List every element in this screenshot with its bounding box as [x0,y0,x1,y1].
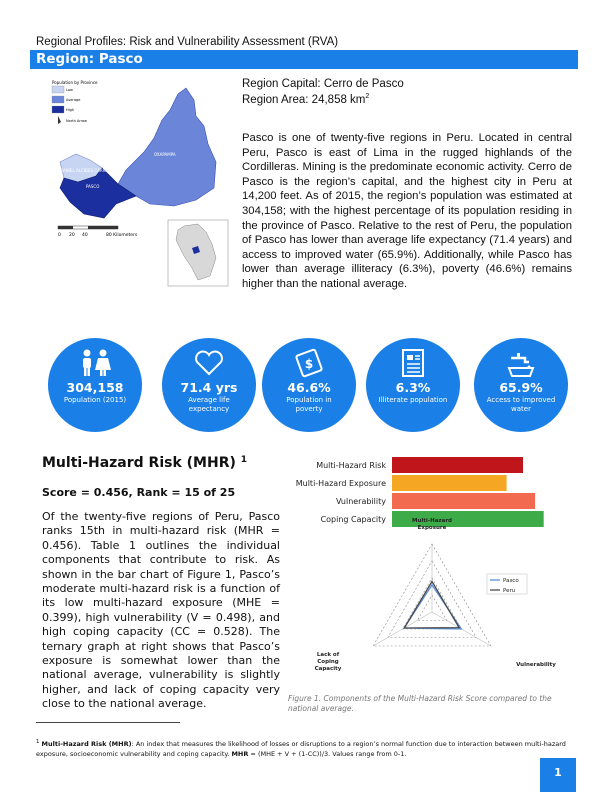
stat-value: 304,158 [66,380,124,395]
money-icon [291,348,327,378]
radar-axis-label: Exposure [417,525,447,531]
radar-axis-label: Capacity [314,666,342,672]
radar-axis-label: Lack of [316,652,340,658]
score-line: Score = 0.456, Rank = 15 of 25 [42,486,236,499]
header-title: Regional Profiles: Risk and Vulnerability Assessment (RVA) [36,36,339,48]
heart-icon [191,348,227,378]
province-label-daniel-alcides-carrion: DANIEL ALCIDES CARRION [60,168,113,173]
region-title: Region: Pasco [36,51,143,67]
legend-label-low: Low [66,88,73,92]
scale-tick-40: 40 [82,233,88,238]
radar-legend-label: Pasco [503,578,519,584]
figure-1-charts [282,452,582,692]
scale-tick-20: 20 [69,233,75,238]
bar-label: Multi-Hazard Risk [316,461,386,470]
radar-series-peru [404,581,459,628]
bar-multi-hazard-risk [392,457,523,473]
north-arrow-icon [58,116,61,124]
stat-label: Average life expectancy [188,396,230,413]
province-label-oxapampa: OXAPAMPA [154,152,176,157]
stat-water [474,338,568,432]
radar-axis-label: Coping [317,659,339,665]
document-icon [395,348,431,378]
stat-population [48,338,142,432]
bar-label: Vulnerability [335,497,386,506]
bar-vulnerability [392,493,535,509]
mhr-paragraph: Of the twenty-five regions of Peru, Pasco ranks 15th in multi-hazard risk (MHR = 0.456). Table 1 outlines the individual components that contribute to risk. As shown in the bar chart of Figure 1, Pasco’s moderate multi-hazard risk is a function of its low multi-hazard exposure (MHE = 0.399), high vulnerability (V = 0.498), and high coping capacity (CC = 0.528). The ternary graph at right shows that Pasco’s exposure is somewhat lower than the national average, vulnerability is slightly higher, and lack of coping capacity very close to the national average. [42,510,280,711]
page-number: 1 [554,766,562,779]
north-arrow-label: North Arrow [66,119,88,123]
region-capital: Region Capital: Cerro de Pasco [242,78,404,90]
scale-tick-80: 80 Kilometers [106,233,138,238]
figure-caption: Figure 1. Components of the Multi-Hazard Risk Score compared to the national average. [288,694,552,713]
stat-poverty [262,338,356,432]
legend-swatch-average [52,96,64,103]
legend-swatch-low [52,86,64,93]
stat-value: 6.3% [395,380,431,395]
scale-tick-0: 0 [58,233,61,238]
faucet-icon [503,348,539,378]
region-area: Region Area: 24,858 $km^2$ [242,93,370,106]
stat-value: 71.4 yrs [180,380,238,395]
stat-life-expectancy [162,338,256,432]
mhr-heading: Multi-Hazard Risk (MHR) $^1$ [42,455,248,471]
stat-value: 65.9% [499,380,543,395]
bar-multi-hazard-exposure [392,475,507,491]
footnote-divider [36,722,180,723]
intro-paragraph: Pasco is one of twenty-five regions in Peru. Located in central Peru, Pasco is east of Lima in the rugged highlands of the Cordilleras. Mining is the predominate economic activity. Cerro de Pasco is the region’s capital, and the highest city in Peru at 14,200 feet. As of 2015, the region’s population was estimated at 304,158; with the highest percentage of its population residing in the province of Pasco. Relative to the rest of Peru, the population of Pasco has lower than average life expectancy (71.4 years) and access to improved water (65.9%). Additionally, while Pasco has lower than average illiteracy (6.3%), poverty (46.6%) remains higher than the national average. [242,132,572,290]
radar-series-pasco [404,585,461,629]
province-oxapampa [118,88,216,206]
stat-label: Illiterate population [378,396,448,404]
stat-label: Access to improved water [486,396,556,413]
svg-text:$: $ [304,357,314,371]
stat-label: Population (2015) [63,396,127,404]
region-map [46,80,232,290]
legend-title: Population by Province [52,80,98,85]
province-label-pasco: PASCO [86,184,100,189]
footnote: $^1$ Multi-Hazard Risk (MHR): An index that measures the likelihood of losses or disruptions to a region’s normal function due to interaction between multi-hazard exposure, socioeconomic vulnerability and coping capacity. MHR = (MHE + V + (1-CC))/3. Values range from 0-1. [36,739,566,758]
stat-value: 46.6% [287,380,331,395]
stat-label: Population in poverty [286,396,332,413]
people-icon [77,348,113,378]
legend-label-average: Average [66,98,81,102]
radar-legend-label: Peru [503,588,516,594]
stat-illiteracy [366,338,460,432]
legend-swatch-high [52,106,64,113]
bar-label: Coping Capacity [320,515,386,524]
legend-label-high: High [66,108,75,112]
radar-axis-label: Vulnerability [516,662,556,668]
bar-label: Multi-Hazard Exposure [295,479,386,488]
radar-axis-label: Multi-Hazard [412,518,452,524]
